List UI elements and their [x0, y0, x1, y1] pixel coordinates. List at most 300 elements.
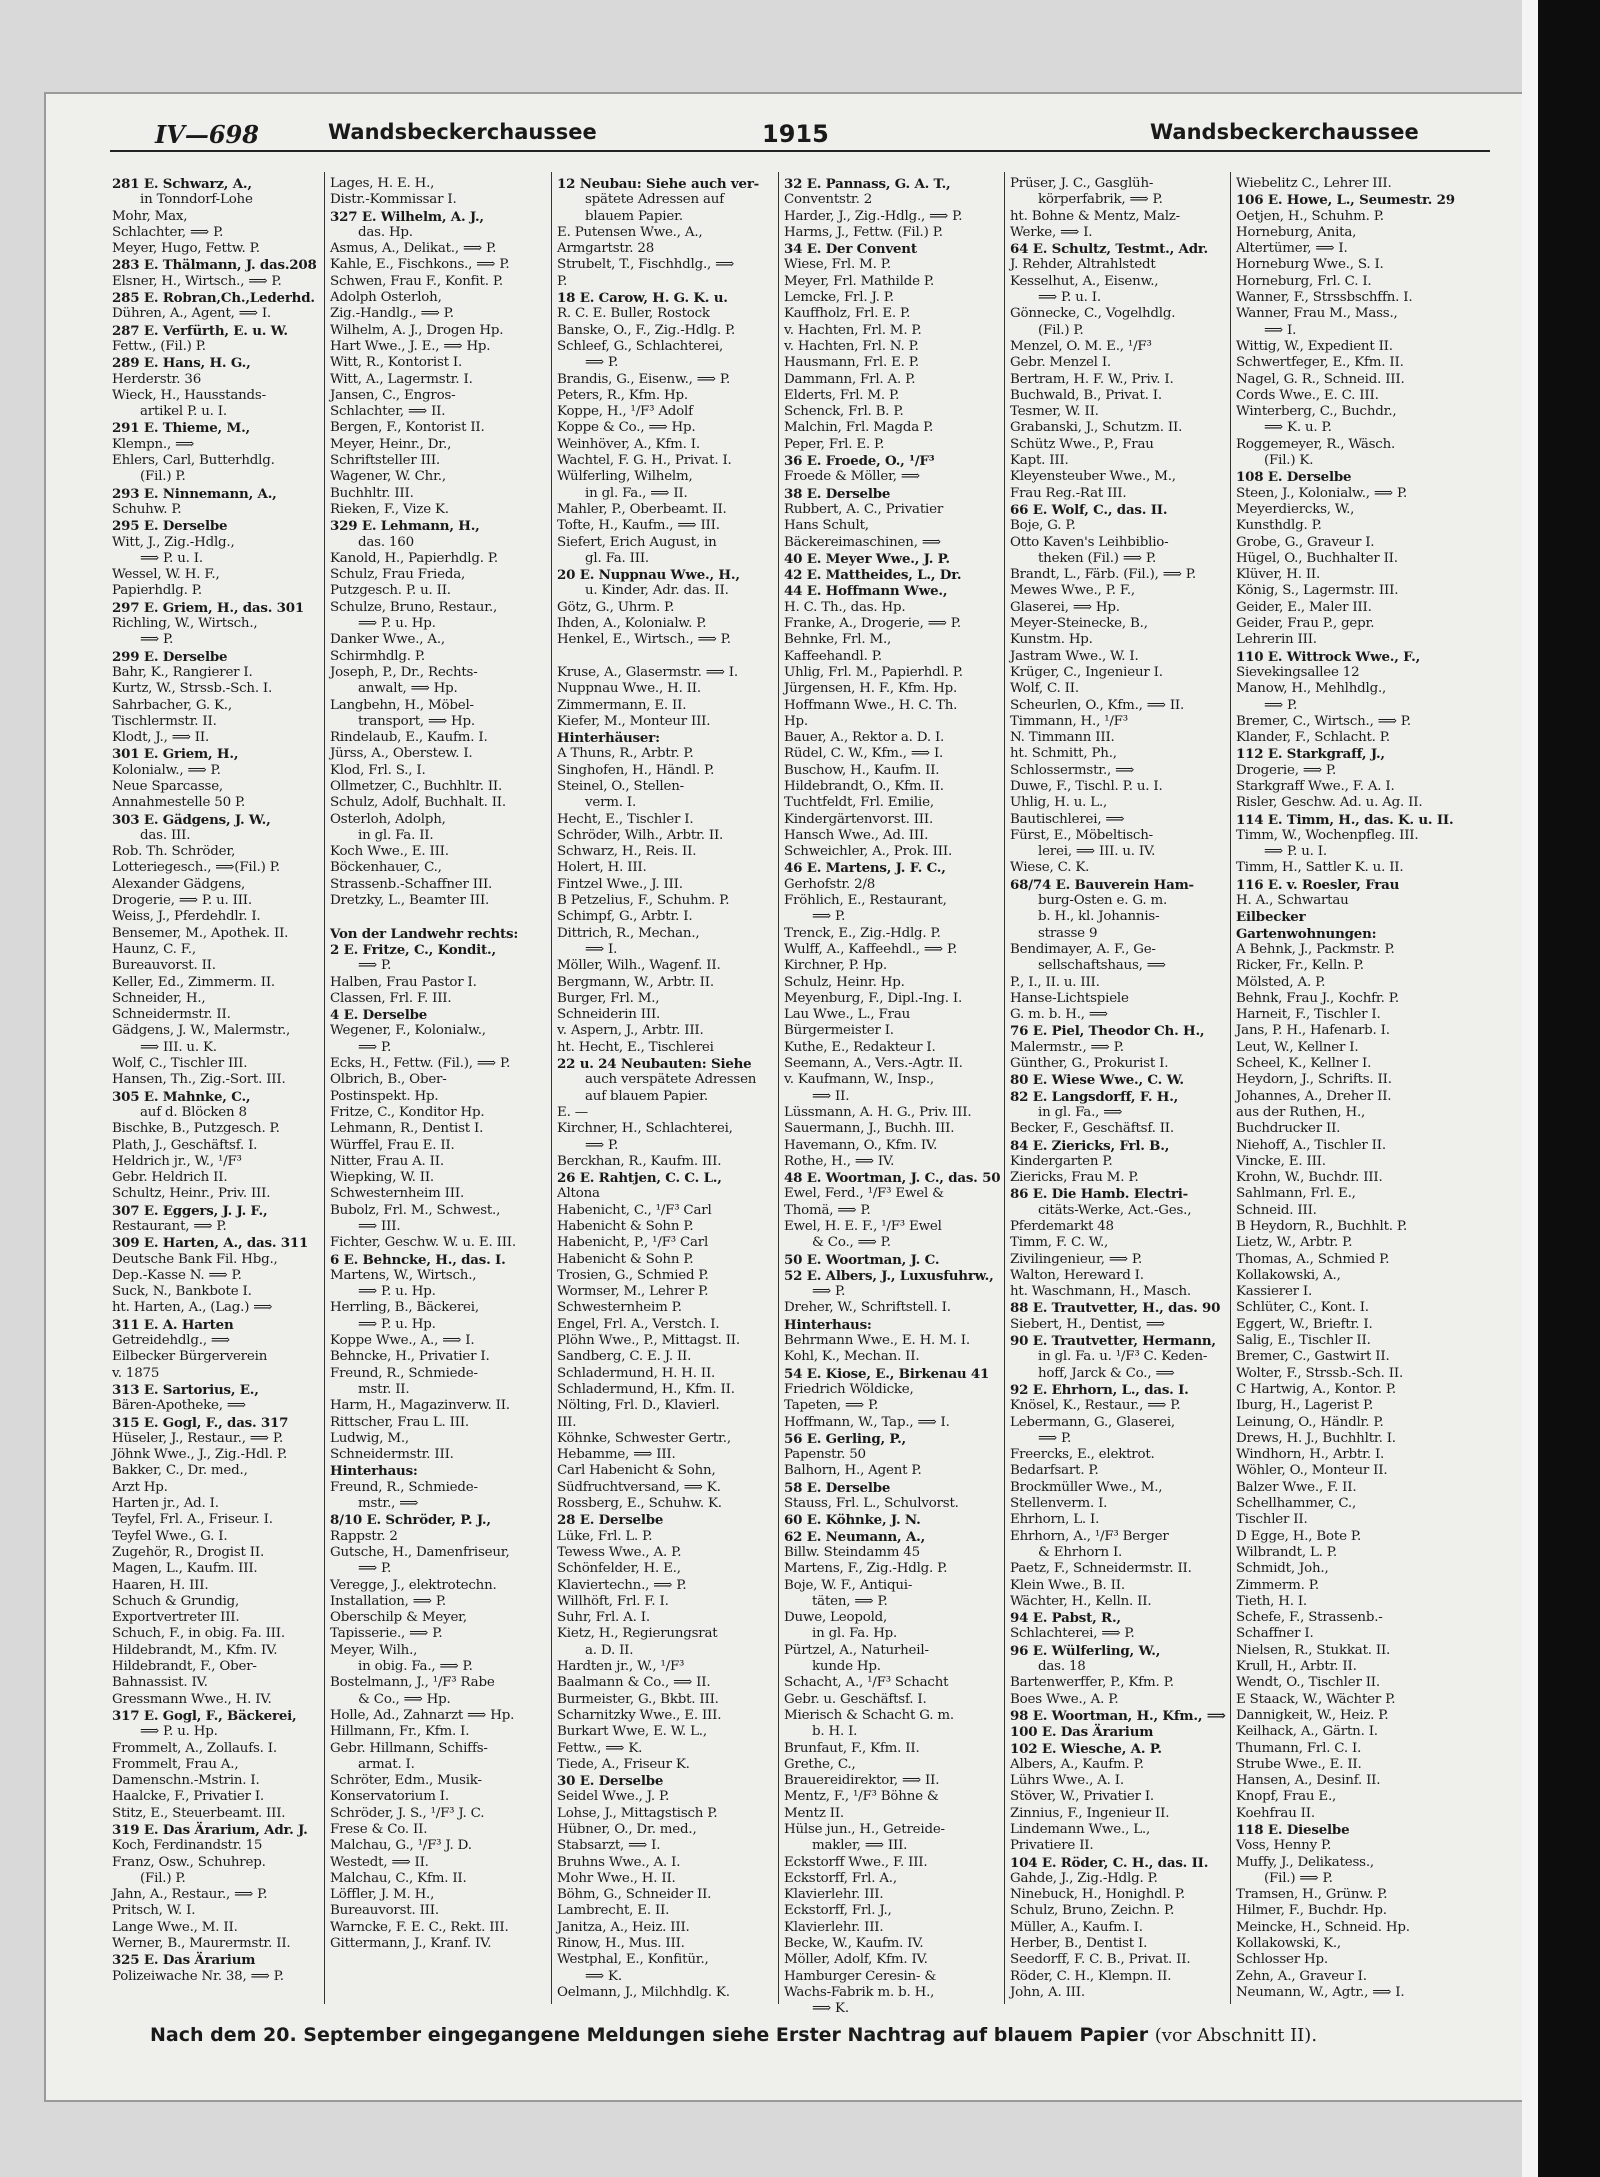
directory-entry: (Fil.) P.	[140, 1870, 186, 1886]
directory-entry: 40 E. Meyer Wwe., J. P.	[784, 550, 950, 567]
directory-entry: 30 E. Derselbe	[557, 1773, 664, 1790]
directory-entry: ⟹ P.	[812, 909, 846, 925]
directory-entry: mstr. II.	[358, 1381, 410, 1397]
directory-entry: Wilhelm, A. J., Drogen Hp.	[330, 322, 504, 338]
directory-entry: Tuchtfeldt, Frl. Emilie,	[784, 795, 934, 811]
directory-entry: Buchhltr. III.	[330, 485, 414, 501]
directory-entry: Teyfel Wwe., G. I.	[112, 1528, 228, 1544]
directory-entry: 62 E. Neumann, A.,	[784, 1528, 926, 1545]
directory-entry: 60 E. Köhnke, J. N.	[784, 1512, 921, 1529]
directory-entry: 281 E. Schwarz, A.,	[112, 176, 252, 192]
directory-entry: Drews, H. J., Buchhltr. I.	[1236, 1430, 1396, 1446]
directory-entry: Franz, Osw., Schuhrep.	[112, 1854, 266, 1870]
directory-entry: 94 E. Pabst, R.,	[1010, 1610, 1121, 1627]
directory-entry: Fettw., (Fil.) P.	[112, 338, 206, 354]
directory-entry: Schulz, Heinr. Hp.	[784, 974, 905, 990]
directory-entry: Herber, B., Dentist I.	[1010, 1936, 1148, 1952]
directory-entry: Lehmann, R., Dentist I.	[330, 1121, 484, 1137]
directory-entry: 66 E. Wolf, C., das. II.	[1010, 501, 1168, 518]
directory-entry: 114 E. Timm, H., das. K. u. II.	[1236, 811, 1454, 828]
directory-entry: Kunsthdlg. P.	[1236, 518, 1322, 534]
directory-entry: Muffy, J., Delikatess.,	[1236, 1854, 1374, 1870]
directory-entry: Behrmann Wwe., E. H. M. I.	[784, 1333, 970, 1349]
directory-entry: Rieken, F., Vize K.	[330, 501, 449, 517]
directory-entry: a. D. II.	[585, 1642, 634, 1658]
directory-entry: Buchdrucker II.	[1236, 1121, 1341, 1137]
directory-entry: Mölsted, A. P.	[1236, 974, 1326, 990]
directory-entry: strasse 9	[1038, 925, 1098, 941]
directory-entry: Brauereidirektor, ⟹ II.	[784, 1773, 940, 1789]
directory-entry: Keller, Ed., Zimmerm. II.	[112, 974, 275, 990]
directory-entry: Ecks, H., Fettw. (Fil.), ⟹ P.	[330, 1056, 511, 1072]
directory-entry: Suck, N., Bankbote I.	[112, 1284, 252, 1300]
directory-entry: Albers, A., Kaufm. P.	[1010, 1756, 1144, 1772]
directory-entry: Sandberg, C. E. J. II.	[557, 1349, 692, 1365]
directory-entry: gl. Fa. III.	[585, 550, 649, 566]
directory-entry: Hecht, E., Tischler I.	[557, 811, 694, 827]
directory-entry: Postinspekt. Hp.	[330, 1088, 439, 1104]
directory-entry: Hildebrandt, F., Ober-	[112, 1659, 257, 1675]
directory-entry: Möller, Adolf, Kfm. IV.	[784, 1952, 928, 1968]
directory-entry: Ninebuck, H., Honighdl. P.	[1010, 1887, 1185, 1903]
directory-entry: Heydorn, J., Schrifts. II.	[1236, 1072, 1392, 1088]
directory-column	[112, 176, 326, 2001]
directory-entry: Lüke, Frl. L. P.	[557, 1528, 653, 1544]
directory-entry: Hoffmann Wwe., H. C. Th.	[784, 697, 958, 713]
directory-entry: Klavierlehr. III.	[784, 1887, 884, 1903]
directory-entry: Polizeiwache Nr. 38, ⟹ P.	[112, 1968, 284, 1984]
directory-entry: Krull, H., Arbtr. II.	[1236, 1659, 1357, 1675]
directory-entry: Steen, J., Kolonialw., ⟹ P.	[1236, 485, 1408, 501]
directory-entry: Tiede, A., Friseur K.	[557, 1756, 690, 1772]
directory-entry: Bäckereimaschinen, ⟹	[784, 534, 941, 550]
directory-entry: Schuch & Grundig,	[112, 1593, 240, 1609]
directory-entry: Tieth, H. I.	[1236, 1593, 1307, 1609]
directory-entry: Freund, R., Schmiede-	[330, 1365, 478, 1381]
directory-entry: Tofte, H., Kaufm., ⟹ III.	[557, 518, 720, 534]
directory-entry: Hausmann, Frl. E. P.	[784, 355, 919, 371]
directory-entry: Ludwig, M.,	[330, 1430, 409, 1446]
directory-entry: Habenicht & Sohn P.	[557, 1219, 694, 1234]
directory-entry: Klaviertechn., ⟹ P.	[557, 1577, 687, 1593]
directory-entry: ⟹ P. u. Hp.	[358, 1316, 436, 1332]
directory-entry: Schlachter, ⟹ II.	[330, 404, 446, 420]
directory-entry: 303 E. Gädgens, J. W.,	[112, 811, 271, 828]
directory-entry: Hüseler, J., Restaur., ⟹ P.	[112, 1430, 284, 1446]
directory-entry: Keilhack, A., Gärtn. I.	[1236, 1724, 1378, 1740]
directory-entry: Wormser, M., Lehrer P.	[557, 1284, 709, 1300]
directory-entry: 20 E. Nuppnau Wwe., H.,	[557, 567, 740, 584]
directory-entry: armat. I.	[358, 1756, 415, 1772]
directory-entry: 34 E. Der Convent	[784, 241, 917, 258]
directory-entry: Hamburger Ceresin- &	[784, 1968, 937, 1984]
directory-entry: Schröder, J. S., ¹/F³ J. C.	[330, 1805, 485, 1821]
directory-entry: Adolph Osterloh,	[330, 290, 442, 306]
directory-entry: Koppe & Co., ⟹ Hp.	[557, 420, 696, 436]
directory-entry: Möller, Wilh., Wagenf. II.	[557, 958, 721, 974]
directory-entry: Peters, R., Kfm. Hp.	[557, 387, 688, 403]
directory-entry: ⟹ P.	[1264, 697, 1298, 713]
directory-entry: Schwen, Frau F., Konfit. P.	[330, 273, 503, 289]
directory-entry: Lüssmann, A. H. G., Priv. III.	[784, 1104, 972, 1120]
directory-entry: Habenicht & Sohn P.	[557, 1251, 694, 1267]
directory-entry: Haaren, H. III.	[112, 1577, 209, 1593]
directory-entry: aus der Ruthen, H.,	[1236, 1104, 1366, 1120]
directory-entry: Koppe Wwe., A., ⟹ I.	[330, 1333, 475, 1349]
directory-entry: Harten jr., Ad. I.	[112, 1496, 219, 1512]
directory-entry: ⟹ I.	[585, 941, 618, 957]
directory-entry: Wolf, C., Tischler III.	[112, 1056, 248, 1072]
directory-entry: Schneidermstr. II.	[112, 1007, 231, 1023]
directory-entry: Schenck, Frl. B. P.	[784, 404, 904, 420]
directory-entry: täten, ⟹ P.	[812, 1593, 888, 1609]
directory-entry: Herrling, B., Bäckerei,	[330, 1300, 479, 1316]
directory-entry: 299 E. Derselbe	[112, 648, 228, 665]
directory-entry: Zig.-Handlg., ⟹ P.	[330, 306, 454, 322]
directory-entry: Joseph, P., Dr., Rechts-	[330, 664, 478, 680]
directory-entry: Oetjen, H., Schuhm. P.	[1236, 208, 1384, 224]
directory-entry: Schulz, Bruno, Zeichn. P.	[1010, 1903, 1175, 1919]
directory-entry: 22 u. 24 Neubauten: Siehe	[557, 1056, 752, 1073]
directory-entry: Damenschn.-Mstrin. I.	[112, 1773, 260, 1789]
directory-entry: Wolter, F., Strssb.-Sch. II.	[1236, 1365, 1404, 1381]
directory-entry: Manow, H., Mehlhdlg.,	[1236, 681, 1387, 697]
directory-entry: 28 E. Derselbe	[557, 1512, 664, 1529]
directory-entry: b. H. I.	[812, 1724, 858, 1740]
directory-entry: Paetz, F., Schneidermstr. II.	[1010, 1561, 1192, 1577]
directory-entry: Frommelt, A., Zollaufs. I.	[112, 1740, 277, 1756]
directory-entry: Hildebrandt, M., Kfm. IV.	[112, 1642, 278, 1658]
directory-entry: Schriftsteller III.	[330, 453, 440, 469]
directory-entry: Dammann, Frl. A. P.	[784, 371, 916, 387]
directory-entry: Kaffeehandl. P.	[784, 648, 882, 664]
directory-entry: Nölting, Frl. D., Klavierl.	[557, 1398, 720, 1414]
directory-entry: Geider, E., Maler III.	[1236, 599, 1372, 615]
directory-entry: Schladermund, H., Kfm. II.	[557, 1381, 735, 1397]
directory-entry: Bischke, B., Putzgesch. P.	[112, 1121, 280, 1137]
directory-entry: R. C. E. Buller, Rostock	[557, 306, 710, 322]
directory-entry: Hinterhaus:	[330, 1463, 418, 1480]
directory-entry: Schacht, A., ¹/F³ Schacht	[784, 1675, 949, 1691]
footer-note	[150, 2024, 1450, 2052]
directory-entry: in obig. Fa., ⟹ P.	[358, 1659, 473, 1675]
directory-entry: Strube Wwe., E. II.	[1236, 1756, 1362, 1772]
directory-entry: (Fil.) P.	[140, 469, 186, 485]
directory-entry: Habenicht, C., ¹/F³ Carl	[557, 1202, 712, 1218]
directory-entry: Starkgraff Wwe., F. A. I.	[1236, 778, 1395, 794]
directory-entry: Rittscher, Frau L. III.	[330, 1414, 469, 1430]
directory-entry: Roggemeyer, R., Wäsch.	[1236, 436, 1396, 452]
directory-entry: auf d. Blöcken 8	[140, 1104, 247, 1120]
directory-entry: Mentz II.	[784, 1805, 844, 1821]
directory-entry: Meyer, Hugo, Fettw. P.	[112, 241, 260, 257]
directory-entry: Eckstorff Wwe., F. III.	[784, 1854, 928, 1870]
directory-entry: Wiepking, W. II.	[330, 1170, 434, 1186]
directory-entry: ⟹ P. u. I.	[1264, 844, 1327, 860]
directory-entry: Tischlermstr. II.	[112, 713, 217, 729]
directory-entry: anwalt, ⟹ Hp.	[358, 681, 458, 697]
directory-entry: Warncke, F. E. C., Rekt. III.	[330, 1919, 509, 1935]
directory-entry: Elderts, Frl. M. P.	[784, 387, 900, 403]
directory-entry: Stauss, Frl. L., Schulvorst.	[784, 1496, 959, 1512]
directory-entry: Bartenwerffer, P., Kfm. P.	[1010, 1675, 1174, 1691]
directory-entry: v. Kaufmann, W., Insp.,	[784, 1072, 934, 1088]
directory-entry: Schulz, Frau Frieda,	[330, 567, 466, 583]
directory-entry: Zimmermann, E. II.	[557, 697, 687, 713]
directory-entry: König, S., Lagermstr. III.	[1236, 583, 1399, 599]
directory-entry: Kruse, A., Glasermstr. ⟹ I.	[557, 664, 738, 680]
directory-entry: Plath, J., Geschäftsf. I.	[112, 1137, 258, 1153]
directory-entry: Gönnecke, C., Vogelhdlg.	[1010, 306, 1176, 322]
directory-entry: in gl. Fa. Hp.	[812, 1626, 898, 1642]
directory-entry: 38 E. Derselbe	[784, 485, 891, 502]
directory-entry: Martens, F., Zig.-Hdlg. P.	[784, 1561, 948, 1577]
directory-entry: & Co., ⟹ Hp.	[358, 1691, 451, 1707]
directory-entry: Frommelt, Frau A.,	[112, 1756, 239, 1772]
directory-entry: Bureauvorst. III.	[330, 1903, 439, 1919]
directory-entry: Schröder, Wilh., Arbtr. II.	[557, 827, 724, 843]
directory-entry: Bruhns Wwe., A. I.	[557, 1854, 681, 1870]
directory-entry: Lührs Wwe., A. I.	[1010, 1773, 1124, 1789]
directory-entry: ⟹ I.	[1264, 322, 1297, 338]
directory-entry: Bendimayer, A. F., Ge-	[1010, 941, 1156, 957]
directory-entry: Bautischlerei, ⟹	[1010, 811, 1125, 827]
directory-entry: Ewel, H. E. F., ¹/F³ Ewel	[784, 1219, 942, 1234]
directory-entry: ⟹ P. u. I.	[1038, 290, 1101, 306]
directory-entry: Horneburg, Anita,	[1236, 224, 1357, 240]
directory-entry: Schellhammer, C.,	[1236, 1496, 1357, 1512]
directory-entry: Prüser, J. C., Gasglüh-	[1010, 176, 1154, 191]
directory-entry: Wilbrandt, L. P.	[1236, 1544, 1337, 1560]
directory-entry: Meyer, Wilh.,	[330, 1642, 418, 1658]
directory-entry: Wagener, W. Chr.,	[330, 469, 446, 485]
directory-entry: Schönfelder, H. E.,	[557, 1561, 681, 1577]
directory-entry: Suhr, Frl. A. I.	[557, 1610, 650, 1626]
directory-entry: Kunstm. Hp.	[1010, 632, 1093, 648]
directory-entry: u. Kinder, Adr. das. II.	[585, 583, 729, 599]
directory-entry: ⟹ P.	[585, 1137, 619, 1153]
directory-entry: Meincke, H., Schneid. Hp.	[1236, 1919, 1410, 1935]
directory-entry: 68/74 E. Bauverein Ham-	[1010, 876, 1194, 893]
column-divider	[778, 172, 779, 2004]
directory-entry: 313 E. Sartorius, E.,	[112, 1381, 259, 1398]
directory-entry: 329 E. Lehmann, H.,	[330, 518, 480, 535]
directory-entry: Behncke, H., Privatier I.	[330, 1349, 490, 1365]
directory-entry: Gressmann Wwe., H. IV.	[112, 1691, 272, 1707]
directory-entry: 311 E. A. Harten	[112, 1316, 234, 1333]
directory-entry: Gebr. u. Geschäftsf. I.	[784, 1691, 927, 1707]
directory-entry: Jahn, A., Restaur., ⟹ P.	[112, 1887, 268, 1903]
directory-entry: Nitter, Frau A. II.	[330, 1153, 444, 1169]
directory-entry: in Tonndorf-Lohe	[140, 192, 253, 208]
directory-entry: ⟹ P.	[140, 632, 174, 648]
directory-entry: transport, ⟹ Hp.	[358, 713, 475, 729]
directory-entry: Jöhnk Wwe., J., Zig.-Hdl. P.	[112, 1447, 288, 1463]
directory-entry: Hülse jun., H., Getreide-	[784, 1821, 945, 1837]
directory-entry: Niehoff, A., Tischler II.	[1236, 1137, 1386, 1153]
directory-entry: Bremer, C., Wirtsch., ⟹ P.	[1236, 713, 1411, 729]
directory-entry: Ehrhorn, A., ¹/F³ Berger	[1010, 1528, 1169, 1544]
directory-entry: Restaurant, ⟹ P.	[112, 1219, 227, 1234]
directory-entry: Burkart Wwe, E. W. L.,	[557, 1724, 707, 1740]
directory-entry: 88 E. Trautvetter, H., das. 90	[1010, 1300, 1221, 1317]
directory-entry: Jürgensen, H. F., Kfm. Hp.	[784, 681, 958, 697]
directory-column	[1010, 176, 1224, 2001]
directory-entry: Gebr. Heldrich II.	[112, 1170, 228, 1186]
directory-entry: H. A., Schwartau	[1236, 893, 1349, 909]
directory-entry: Wittig, W., Expedient II.	[1236, 338, 1393, 354]
directory-entry: Uhlig, H. u. L.,	[1010, 795, 1108, 811]
directory-entry: Bremer, C., Gastwirt II.	[1236, 1349, 1390, 1365]
directory-entry: Lehrerin III.	[1236, 632, 1317, 648]
directory-entry: A Thuns, R., Arbtr. P.	[557, 746, 694, 762]
directory-entry: Altona	[557, 1186, 600, 1202]
directory-entry: b. H., kl. Johannis-	[1038, 909, 1160, 925]
directory-entry: Lau Wwe., L., Frau	[784, 1007, 911, 1023]
directory-entry: Arzt Hp.	[112, 1479, 168, 1495]
directory-entry: Hoffmann, W., Tap., ⟹ I.	[784, 1414, 950, 1430]
directory-entry: Koch, Ferdinandstr. 15	[112, 1838, 263, 1854]
directory-entry: Mewes Wwe., P. F.,	[1010, 583, 1135, 599]
directory-entry: 295 E. Derselbe	[112, 518, 228, 535]
directory-entry: ⟹ P.	[1038, 1430, 1072, 1446]
directory-entry	[557, 649, 771, 665]
directory-entry: Rubbert, A. C., Privatier	[784, 501, 944, 517]
directory-entry: Olbrich, B., Ober-	[330, 1072, 447, 1088]
directory-entry: Malermstr., ⟹ P.	[1010, 1039, 1124, 1055]
directory-entry: Gahde, J., Zig.-Hdlg. P.	[1010, 1870, 1158, 1886]
directory-entry: 104 E. Röder, C. H., das. II.	[1010, 1854, 1209, 1871]
directory-entry: Leut, W., Kellner I.	[1236, 1039, 1359, 1055]
directory-entry: J. Rehder, Altrahlstedt	[1010, 257, 1156, 273]
directory-entry: N. Timmann III.	[1010, 730, 1115, 746]
directory-entry: das. III.	[140, 827, 191, 843]
directory-entry: burg-Osten e. G. m.	[1038, 893, 1168, 909]
column-divider	[551, 172, 552, 2004]
directory-entry: Horneburg Wwe., S. I.	[1236, 257, 1384, 273]
directory-entry: Würffel, Frau E. II.	[330, 1137, 455, 1153]
directory-entry: Schleef, G., Schlachterei,	[557, 338, 724, 354]
directory-entry: in gl. Fa., ⟹ II.	[585, 485, 688, 501]
directory-entry: mstr., ⟹	[358, 1496, 419, 1512]
directory-entry: Zimmerm. P.	[1236, 1577, 1319, 1593]
directory-entry: kunde Hp.	[812, 1659, 881, 1675]
directory-entry: Löffler, J. M. H.,	[330, 1887, 435, 1903]
directory-entry: Wülferling, Wilhelm,	[557, 469, 693, 485]
directory-entry: Gädgens, J. W., Malermstr.,	[112, 1023, 291, 1039]
directory-entry: Becke, W., Kaufm. IV.	[784, 1936, 924, 1952]
directory-entry: 96 E. Wülferling, W.,	[1010, 1642, 1161, 1659]
directory-entry: 116 E. v. Roesler, Frau	[1236, 876, 1400, 893]
directory-entry: Schwesternheim P.	[557, 1300, 682, 1316]
directory-entry: 8/10 E. Schröder, P. J.,	[330, 1512, 491, 1529]
directory-entry: Tischler II.	[1236, 1512, 1308, 1528]
directory-entry: Bensemer, M., Apothek. II.	[112, 925, 289, 941]
directory-entry: Westphal, E., Konfitür.,	[557, 1952, 709, 1968]
directory-entry: Röder, C. H., Klempn. II.	[1010, 1968, 1172, 1984]
directory-entry: Hügel, O., Buchhalter II.	[1236, 550, 1398, 566]
directory-entry: Classen, Frl. F. III.	[330, 990, 452, 1006]
directory-entry: Werke, ⟹ I.	[1010, 224, 1093, 240]
directory-entry: Wöhler, O., Monteur II.	[1236, 1463, 1388, 1479]
directory-entry: 317 E. Gogl, F., Bäckerei,	[112, 1707, 297, 1724]
directory-entry: Altertümer, ⟹ I.	[1236, 241, 1348, 257]
directory-entry: Harder, J., Zig.-Hdlg., ⟹ P.	[784, 208, 963, 224]
directory-entry: Klodt, J., ⟹ II.	[112, 730, 210, 746]
directory-entry: Brunfaut, F., Kfm. II.	[784, 1740, 920, 1756]
directory-entry: G. m. b. H., ⟹	[1010, 1007, 1108, 1023]
directory-entry: ⟹ III. u. K.	[140, 1039, 217, 1055]
directory-entry: Sahrbacher, G. K.,	[112, 697, 232, 713]
directory-entry: C Hartwig, A., Kontor. P.	[1236, 1381, 1396, 1397]
directory-entry: das. 160	[358, 534, 414, 550]
directory-entry: Fröhlich, E., Restaurant,	[784, 893, 947, 909]
directory-entry: Horneburg, Frl. C. I.	[1236, 273, 1372, 289]
directory-entry: Seemann, A., Vers.-Agtr. II.	[784, 1056, 963, 1072]
directory-entry: Wachtel, F. G. H., Privat. I.	[557, 453, 732, 469]
directory-entry: Rappstr. 2	[330, 1528, 398, 1544]
directory-entry: Johannes, A., Dreher II.	[1236, 1088, 1392, 1104]
directory-entry: Malchin, Frl. Magda P.	[784, 420, 934, 436]
directory-entry: (Fil.) K.	[1264, 453, 1314, 469]
directory-entry: Sahlmann, Frl. E.,	[1236, 1186, 1356, 1202]
directory-entry: Wulff, A., Kaffeehdl., ⟹ P.	[784, 941, 958, 957]
directory-entry: Peper, Frl. E. P.	[784, 436, 885, 452]
directory-entry: Werner, B., Maurermstr. II.	[112, 1936, 291, 1952]
directory-entry: Hardten jr., W., ¹/F³	[557, 1659, 685, 1675]
directory-entry: Grethe, C.,	[784, 1756, 856, 1772]
directory-entry: Koppe, H., ¹/F³ Adolf	[557, 404, 693, 420]
directory-entry: ht. Bohne & Mentz, Malz-	[1010, 208, 1180, 224]
directory-entry: Geider, Frau P., gepr.	[1236, 616, 1375, 632]
directory-entry: Herderstr. 36	[112, 371, 202, 387]
directory-entry: Deutsche Bank Fil. Hbg.,	[112, 1251, 278, 1267]
directory-entry: Rob. Th. Schröder,	[112, 844, 236, 860]
directory-entry: Bären-Apotheke, ⟹	[112, 1398, 246, 1414]
directory-entry: Singhofen, H., Händl. P.	[557, 762, 715, 778]
directory-entry: 12 Neubau: Siehe auch ver-	[557, 176, 760, 192]
directory-entry: Stöver, W., Privatier I.	[1010, 1789, 1154, 1805]
directory-entry: A Behnk, J., Packmstr. P.	[1236, 941, 1395, 957]
directory-entry: Schneid. III.	[1236, 1202, 1317, 1218]
directory-entry: Koch Wwe., E. III.	[330, 844, 449, 860]
directory-entry: Otto Kaven's Leihbiblio-	[1010, 534, 1169, 550]
directory-entry: Ehlers, Carl, Butterhdlg.	[112, 453, 275, 469]
column-divider	[1004, 172, 1005, 2004]
directory-entry: ⟹ K. u. P.	[1264, 420, 1332, 436]
directory-entry: Oelmann, J., Milchhdlg. K.	[557, 1984, 730, 2000]
directory-entry: Kollakowski, K.,	[1236, 1936, 1341, 1952]
directory-entry: makler, ⟹ III.	[812, 1838, 908, 1854]
directory-entry: das. 18	[1038, 1659, 1086, 1675]
directory-entry: E. Putensen Wwe., A.,	[557, 224, 703, 240]
directory-entry: Hanse-Lichtspiele	[1010, 990, 1129, 1006]
directory-entry: Witt, R., Kontorist I.	[330, 355, 463, 371]
directory-entry: Lohse, J., Mittagstisch P.	[557, 1805, 718, 1821]
directory-entry: 76 E. Piel, Theodor Ch. H.,	[1010, 1023, 1205, 1040]
directory-entry: 112 E. Starkgraff, J.,	[1236, 746, 1385, 763]
directory-entry: auf blauem Papier.	[585, 1088, 708, 1104]
directory-entry: 98 E. Woortman, H., Kfm., ⟹	[1010, 1707, 1226, 1724]
directory-entry: ht. Harten, A., (Lag.) ⟹	[112, 1300, 273, 1316]
directory-entry: Gartenwohnungen:	[1236, 925, 1377, 942]
directory-entry: Holert, H. III.	[557, 860, 647, 876]
directory-entry: Haalcke, F., Privatier I.	[112, 1789, 264, 1805]
footer-main: Nach dem 20. September eingegangene Meldungen siehe Erster Nachtrag auf blauem Papier	[150, 2024, 1149, 2046]
directory-entry: Stellenverm. I.	[1010, 1496, 1108, 1512]
directory-entry: Schimpf, G., Arbtr. I.	[557, 909, 693, 925]
directory-entry: Strassenb.-Schaffner III.	[330, 876, 493, 892]
